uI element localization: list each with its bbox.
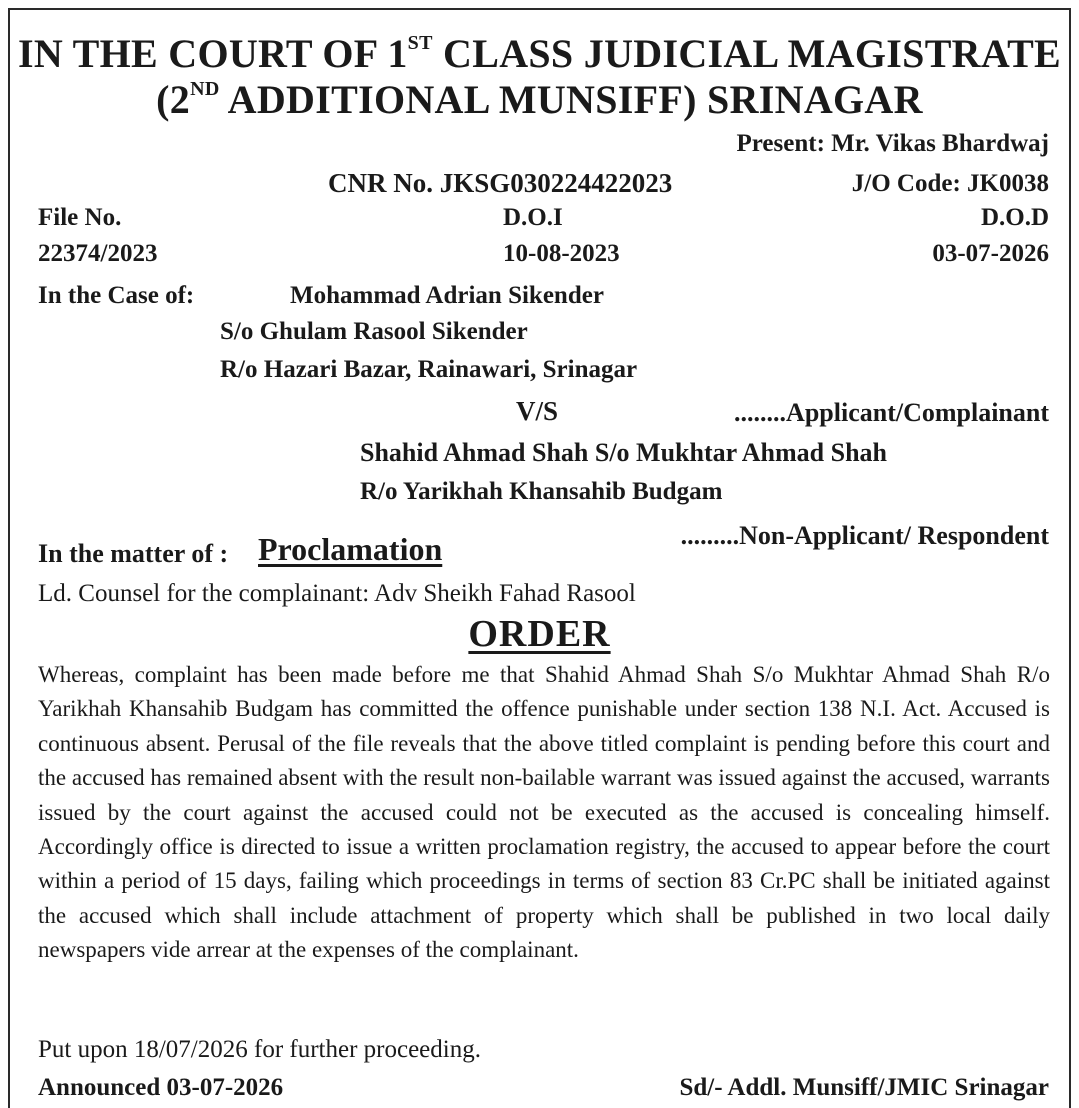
- case-label: In the Case of:: [38, 282, 195, 309]
- applicant-name: Mohammad Adrian Sikender: [290, 282, 604, 309]
- doi-value: 10-08-2023: [503, 240, 620, 267]
- respondent-role: .........Non-Applicant/ Respondent: [680, 521, 1049, 550]
- file-no-value: 22374/2023: [38, 240, 158, 267]
- matter-value: Proclamation: [258, 531, 443, 567]
- versus: V/S: [516, 396, 559, 426]
- applicant-role: ........Applicant/Complainant: [734, 398, 1049, 427]
- court-title-line-1: IN THE COURT OF 1ST CLASS JUDICIAL MAGISTRATE: [17, 31, 1062, 76]
- dod-value: 03-07-2026: [932, 240, 1049, 267]
- order-heading: ORDER: [468, 613, 611, 655]
- presiding-officer: Present: Mr. Vikas Bhardwaj: [736, 130, 1049, 157]
- respondent-name: Shahid Ahmad Shah S/o Mukhtar Ahmad Shah: [360, 438, 887, 467]
- cnr-number: CNR No. JKSG030224422023: [328, 168, 673, 198]
- counsel-line: Ld. Counsel for the complainant: Adv Sheikh Fahad Rasool: [38, 580, 636, 607]
- file-no-label: File No.: [38, 204, 122, 231]
- court-title-line-2: (2ND ADDITIONAL MUNSIFF) SRINAGAR: [156, 77, 923, 122]
- jo-code: J/O Code: JK0038: [851, 170, 1049, 197]
- signature-line: Sd/- Addl. Munsiff/JMIC Srinagar: [679, 1074, 1049, 1101]
- order-body: Whereas, complaint has been made before me that Shahid Ahmad Shah S/o Mukhtar Ahmad Shah R/o Yarikhah Khansahib Budgam has committed the offence punishable under section 138 N.I. Act. Accused is continuous absent. Perusal of the file reveals that the above titled complaint is pending before this court and the accused has remained absent with the result non-bailable warrant was issued against the accused, warrants issued by the court against the accused could not be executed as the accused is concealing himself. Accordingly office is directed to issue a written proclamation registry, the accused to appear before the court within a period of 15 days, failing which proceedings in terms of section 83 Cr.PC shall be initiated against the accused which shall include attachment of property which shall be published in two local daily newspapers vide arrear at the expenses of the complainant.: [38, 662, 1050, 963]
- doi-label: D.O.I: [503, 204, 563, 231]
- dod-label: D.O.D: [980, 204, 1049, 231]
- matter-label: In the matter of :: [38, 539, 229, 568]
- applicant-parent: S/o Ghulam Rasool Sikender: [220, 318, 528, 345]
- announced-date: Announced 03-07-2026: [38, 1074, 284, 1101]
- respondent-address: R/o Yarikhah Khansahib Budgam: [360, 478, 723, 505]
- put-upon-line: Put upon 18/07/2026 for further proceeding.: [38, 1036, 481, 1063]
- applicant-address: R/o Hazari Bazar, Rainawari, Srinagar: [220, 356, 638, 383]
